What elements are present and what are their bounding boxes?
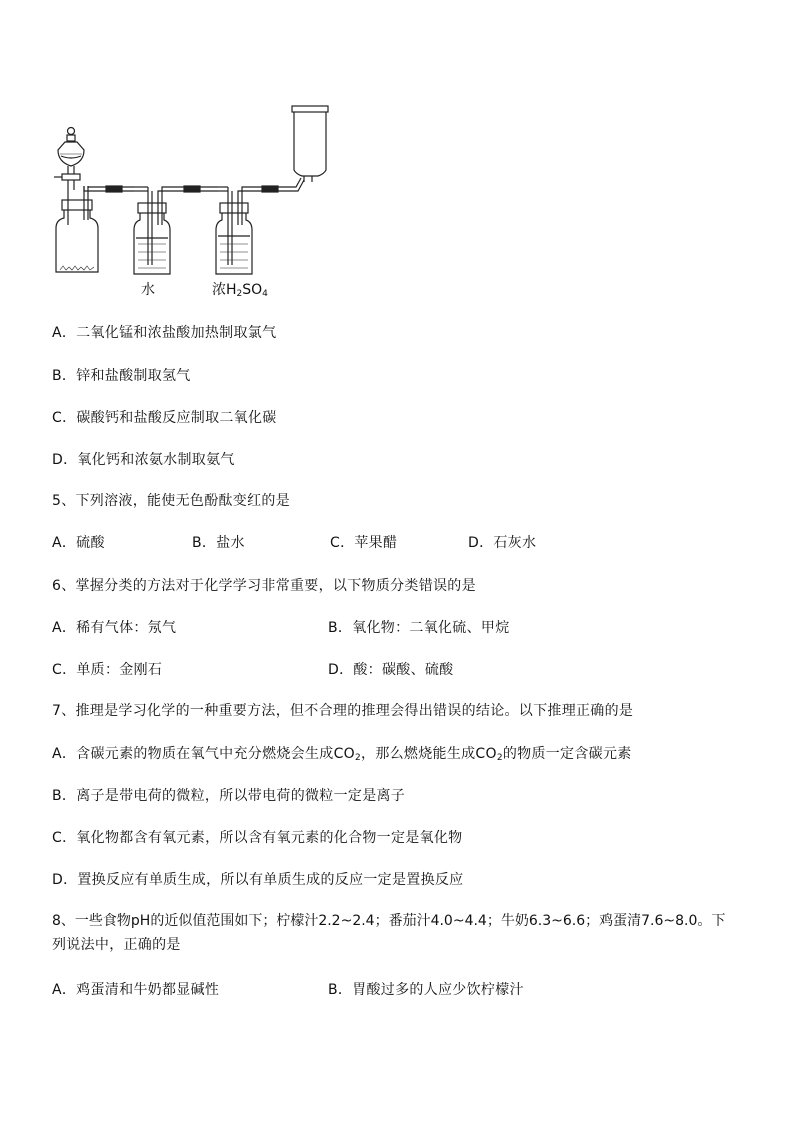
- water-label: 水: [141, 282, 155, 298]
- water-bottle: [134, 187, 170, 274]
- reaction-bottle: [56, 186, 98, 272]
- q4-option-b: B．锌和盐酸制取氢气: [52, 368, 191, 384]
- q7-stem: 7、推理是学习化学的一种重要方法，但不合理的推理会得出错误的结论。以下推理正确的是: [52, 703, 634, 719]
- q4-option-d: D．氧化钙和浓氨水制取氨气: [52, 452, 235, 468]
- q8-option-a: A．鸡蛋清和牛奶都显碱性: [52, 982, 220, 998]
- q7-option-c: C．氧化物都含有氧元素，所以含有氧元素的化合物一定是氧化物: [52, 830, 463, 846]
- q4-option-c: C．碳酸钙和盐酸反应制取二氧化碳: [52, 410, 277, 426]
- acid-label: 浓H2SO4: [212, 282, 268, 299]
- q4-option-a: A．二氧化锰和浓盐酸加热制取氯气: [52, 325, 277, 341]
- q6-options-row2: [52, 660, 752, 680]
- q6-option-b: B．氧化物：二氧化硫、甲烷: [328, 620, 510, 636]
- acid-bottle: [216, 187, 252, 274]
- q7-option-d: D．置换反应有单质生成，所以有单质生成的反应一定是置换反应: [52, 872, 464, 888]
- q6-stem: 6、掌握分类的方法对于化学学习非常重要，以下物质分类错误的是: [52, 578, 476, 594]
- q8-options-row1: [52, 980, 752, 1000]
- q5-options: [52, 533, 752, 553]
- q5-option-d: D．石灰水: [468, 535, 537, 551]
- q6-option-c: C．单质：金刚石: [52, 662, 163, 678]
- q8-stem-line2: 列说法中，正确的是: [52, 937, 181, 953]
- q8-stem-line1: 8、一些食物pH的近似值范围如下；柠檬汁2.2~2.4；番茄汁4.0~4.4；牛奶6.3~6.6；鸡蛋清7.6~8.0。下: [52, 913, 726, 929]
- q6-option-d: D．酸：碳酸、硫酸: [328, 662, 454, 678]
- q7-option-a: A．含碳元素的物质在氧气中充分燃烧会生成$CO_2$，那么燃烧能生成$CO_2$的物质一定含碳元素: [52, 746, 632, 763]
- q6-option-a: A．稀有气体：氖气: [52, 620, 177, 636]
- q6-options-row1: [52, 618, 752, 638]
- q5-option-c: C．苹果醋: [330, 535, 398, 551]
- collection-cylinder: [292, 106, 328, 182]
- separatory-funnel: [54, 128, 84, 206]
- q7-option-b: B．离子是带电荷的微粒，所以带电荷的微粒一定是离子: [52, 788, 406, 804]
- q5-stem: 5、下列溶液，能使无色酚酞变红的是: [52, 493, 291, 509]
- q5-option-a: A．硫酸: [52, 535, 105, 551]
- q5-option-b: B．盐水: [192, 535, 245, 551]
- q8-option-b: B．胃酸过多的人应少饮柠檬汁: [328, 982, 524, 998]
- gas-apparatus-diagram: [40, 100, 350, 300]
